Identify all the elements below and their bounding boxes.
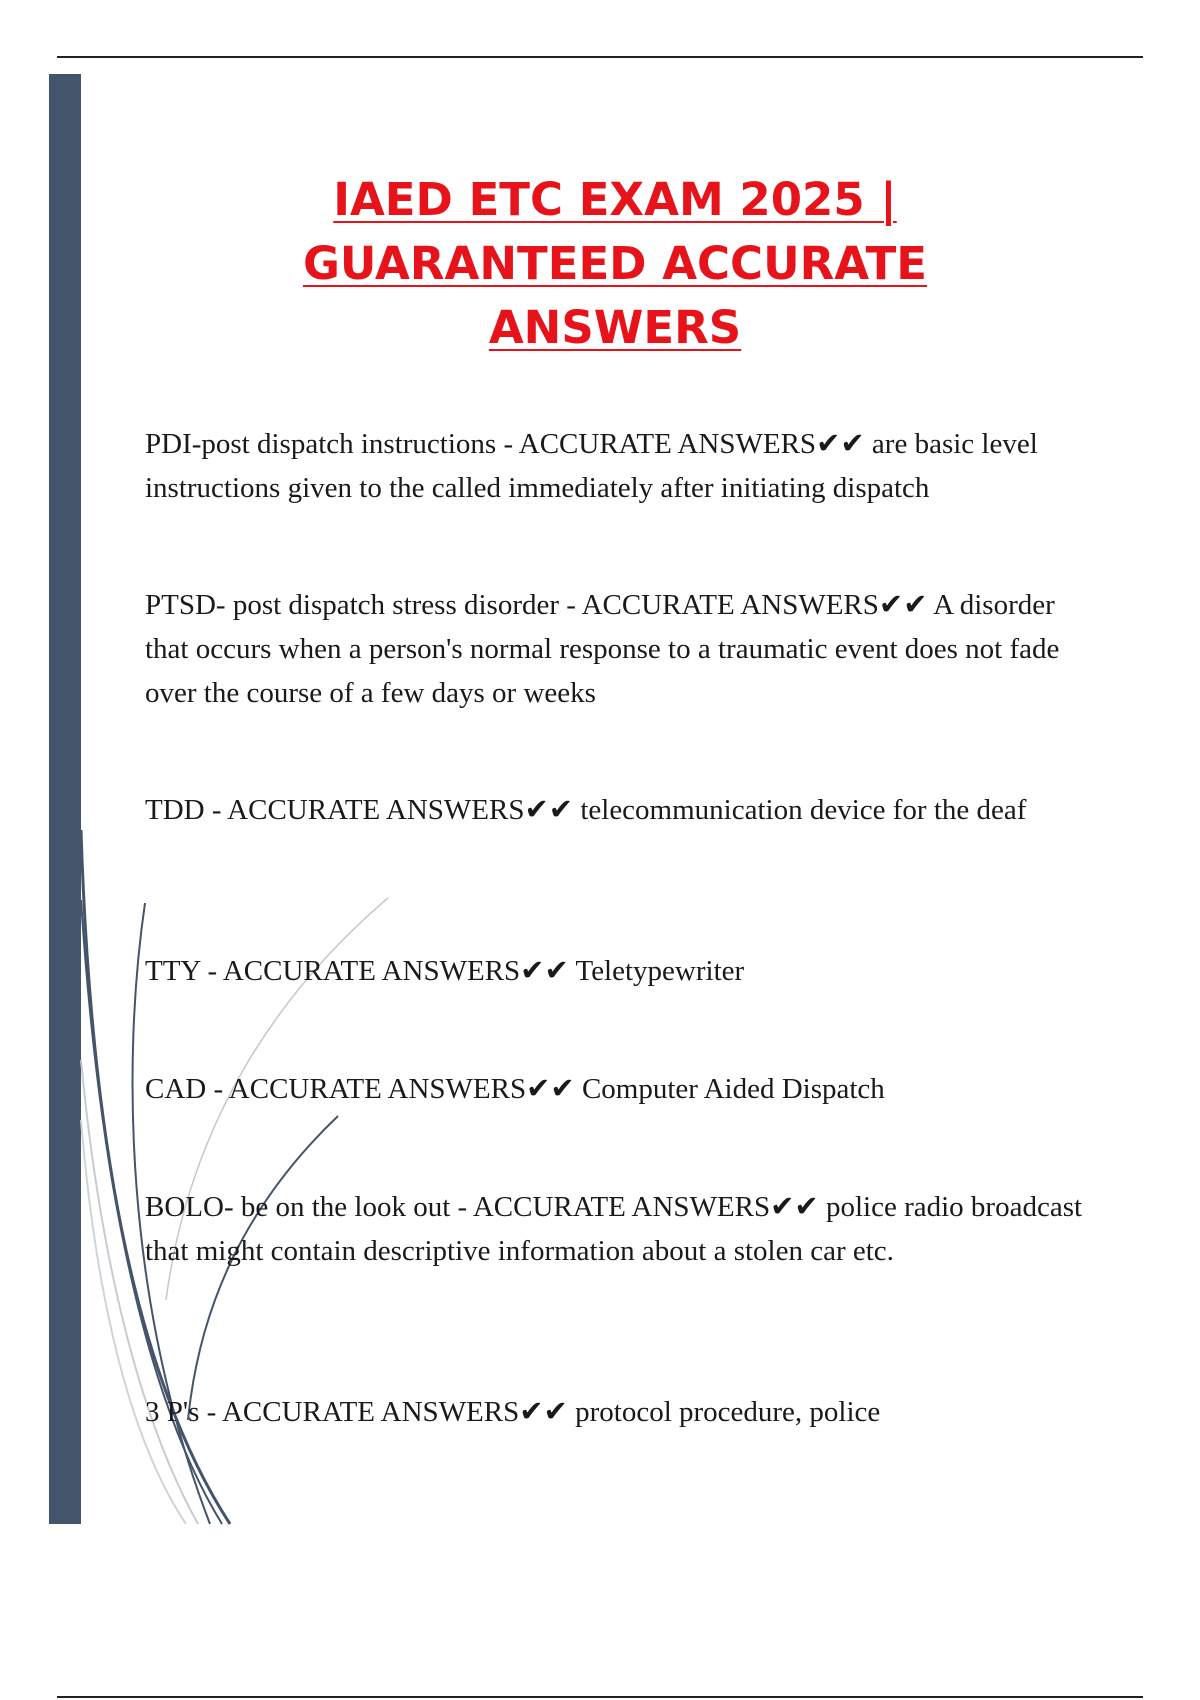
check-icon: ✔✔ — [524, 794, 574, 826]
qa-entry: PTSD- post dispatch stress disorder - ACCURATE ANSWERS✔✔ A disorder that occurs when a person's normal response to a traumatic event does not fade over the course of a few days or weeks — [145, 589, 1067, 709]
header-rule — [57, 56, 1143, 58]
answer-tag: ACCURATE ANSWERS — [227, 794, 525, 826]
answer-tag: ACCURATE ANSWERS — [518, 428, 817, 460]
qa-entry: BOLO- be on the look out - ACCURATE ANSWERS✔✔ police radio broadcast that might contain descriptive information about a stolen car etc. — [145, 1191, 1090, 1267]
qa-term: TTY — [145, 955, 201, 987]
check-icon: ✔✔ — [878, 589, 928, 621]
qa-definition: are basic level instructions given to the called immediately after initiating dispatch — [145, 428, 1046, 504]
qa-definition: Computer Aided Dispatch — [581, 1073, 885, 1105]
answer-tag: ACCURATE ANSWERS — [472, 1191, 771, 1223]
qa-definition: protocol procedure, police — [575, 1396, 881, 1428]
footer-rule — [57, 1696, 1143, 1698]
answer-tag: ACCURATE ANSWERS — [228, 1073, 527, 1105]
qa-entry: PDI-post dispatch instructions - ACCURATE ANSWERS✔✔ are basic level instructions given to the called immediately after initiating dispatch — [145, 428, 1046, 504]
sidebar-accent-bar — [49, 74, 81, 1524]
qa-definition: telecommunication device for the deaf — [580, 794, 1027, 826]
qa-term: TDD — [145, 794, 205, 826]
check-icon: ✔✔ — [520, 955, 569, 987]
check-icon: ✔✔ — [770, 1191, 819, 1223]
qa-definition: A disorder that occurs when a person's normal response to a traumatic event does not fade over the course of a few days or weeks — [145, 589, 1067, 709]
qa-entry: TTY - ACCURATE ANSWERS✔✔ Teletypewriter — [145, 955, 745, 987]
qa-entry: TDD - ACCURATE ANSWERS✔✔ telecommunication device for the deaf — [145, 794, 1027, 826]
qa-term: 3 P's — [145, 1396, 200, 1428]
qa-term: BOLO- be on the look out — [145, 1191, 451, 1223]
answer-tag: ACCURATE ANSWERS — [221, 1396, 520, 1428]
answer-tag: ACCURATE ANSWERS — [581, 589, 879, 621]
qa-entry: 3 P's - ACCURATE ANSWERS✔✔ protocol procedure, police — [145, 1396, 881, 1428]
check-icon: ✔✔ — [526, 1073, 575, 1105]
qa-term: PDI-post dispatch instructions — [145, 428, 497, 460]
check-icon: ✔✔ — [519, 1396, 568, 1428]
qa-term: CAD — [145, 1073, 207, 1105]
check-icon: ✔✔ — [816, 428, 865, 460]
qa-entry: CAD - ACCURATE ANSWERS✔✔ Computer Aided Dispatch — [145, 1073, 885, 1105]
qa-term: PTSD- post dispatch stress disorder — [145, 589, 560, 621]
qa-definition: police radio broadcast that might contain descriptive information about a stolen car etc. — [145, 1191, 1090, 1267]
document-title: IAED ETC EXAM 2025 | GUARANTEED ACCURATE ANSWERS — [302, 173, 928, 354]
answer-tag: ACCURATE ANSWERS — [222, 955, 521, 987]
qa-definition: Teletypewriter — [575, 955, 745, 987]
